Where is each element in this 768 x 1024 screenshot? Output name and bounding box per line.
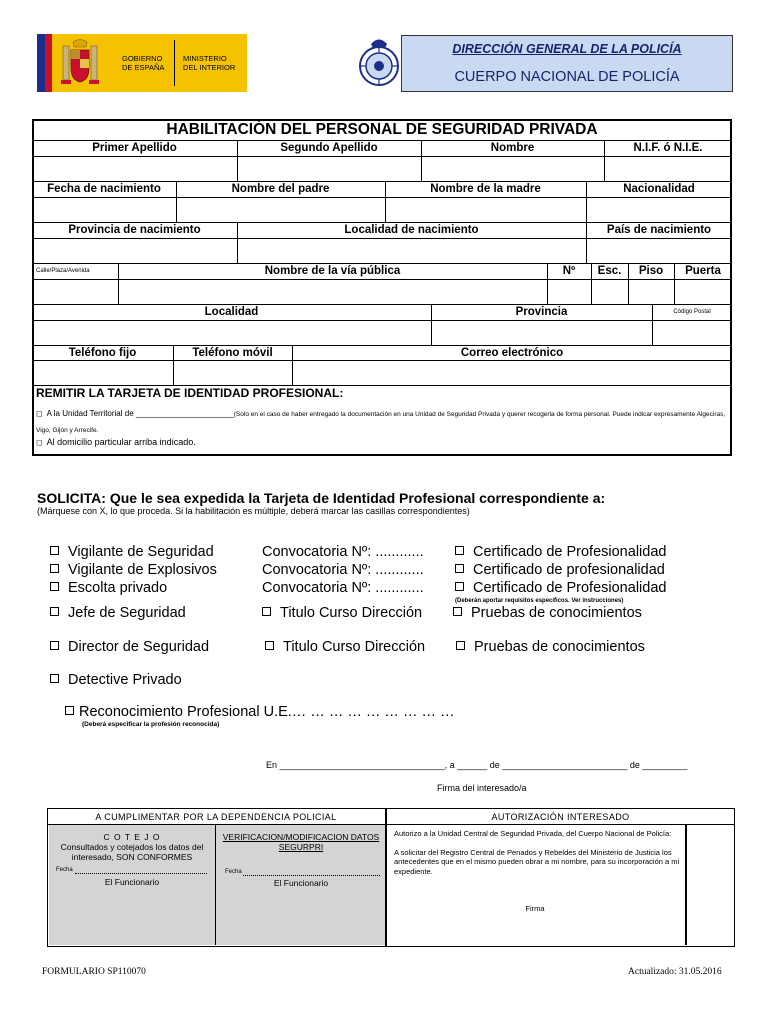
provincia-label: Provincia [515, 306, 568, 318]
provincia-nacimiento-label: Provincia de nacimiento [68, 224, 201, 236]
primer-apellido-label: Primer Apellido [92, 142, 177, 154]
localidad-label: Localidad [204, 306, 259, 318]
explosivos-checkbox[interactable] [50, 564, 59, 573]
vigilante-checkbox[interactable] [50, 546, 59, 555]
gobierno-label: GOBIERNO DE ESPAÑA [122, 54, 165, 72]
place-date-line[interactable]: En _________________________________, a ______ de _________________________ de _________ [266, 760, 688, 770]
primer-apellido-input[interactable] [33, 157, 237, 181]
via-publica-label: Nombre de la vía pública [264, 265, 401, 277]
dgp-header-box [401, 35, 733, 92]
director-checkbox[interactable] [50, 641, 59, 650]
updated-date: Actualizado: 31.05.2016 [628, 967, 722, 977]
domicilio-checkbox[interactable]: ◻ [36, 438, 43, 447]
police-badge-icon [357, 34, 401, 90]
via-publica-input[interactable] [119, 280, 547, 304]
reconocimiento-option[interactable]: Reconocimiento Profesional U.E.… … … … … … … … … [65, 704, 455, 720]
nombre-input[interactable] [422, 157, 604, 181]
jefe-checkbox[interactable] [50, 607, 59, 616]
fecha-label-1: Fecha [56, 867, 73, 873]
verificacion-title: VERIFICACION/MODIFICACION DATOS SEGURPRI [222, 832, 380, 852]
fecha-label-2: Fecha [225, 869, 242, 875]
option-domicilio[interactable]: ◻ Al domicilio particular arriba indicado. [36, 437, 196, 447]
titulo-2-checkbox[interactable] [265, 641, 274, 650]
cert-3-checkbox[interactable] [455, 582, 464, 591]
dgp-title: DIRECCIÓN GENERAL DE LA POLICÍA [452, 42, 682, 56]
localidad-nacimiento-label: Localidad de nacimiento [344, 224, 479, 236]
cert-3-option[interactable]: Certificado de Profesionalidad [455, 580, 666, 596]
pais-nacimiento-input[interactable] [587, 239, 730, 263]
cotejo-text: Consultados y cotejados los datos del interesado, SON CONFORMES [60, 842, 204, 862]
cert-2-checkbox[interactable] [455, 564, 464, 573]
director-option[interactable]: Director de Seguridad [50, 639, 209, 655]
piso-label: Piso [638, 265, 664, 277]
pruebas-2-option[interactable]: Pruebas de conocimientos [456, 639, 645, 655]
spain-government-logo [37, 34, 247, 92]
telefono-movil-label: Teléfono móvil [192, 347, 273, 359]
cert-2-option[interactable]: Certificado de profesionalidad [455, 562, 665, 578]
codigo-postal-label: Código Postal [673, 309, 711, 315]
fecha-nacimiento-label: Fecha de nacimiento [47, 183, 161, 195]
unidad-territorial-checkbox[interactable]: ◻ [36, 409, 43, 418]
reconocimiento-checkbox[interactable] [65, 706, 74, 715]
firma-interesado-label: Firma del interesado/a [437, 783, 527, 793]
numero-input[interactable] [548, 280, 591, 304]
provincia-nacimiento-input[interactable] [33, 239, 237, 263]
nombre-padre-input[interactable] [177, 198, 385, 222]
convocatoria-1: Convocatoria Nº: ............ [262, 544, 424, 560]
escalera-label: Esc. [597, 265, 622, 277]
telefono-fijo-input[interactable] [33, 361, 173, 385]
correo-label: Correo electrónico [460, 347, 564, 359]
localidad-nacimiento-input[interactable] [238, 239, 586, 263]
pruebas-1-checkbox[interactable] [453, 607, 462, 616]
cert-1-checkbox[interactable] [455, 546, 464, 555]
localidad-input[interactable] [33, 321, 431, 345]
convocatoria-2: Convocatoria Nº: ............ [262, 562, 424, 578]
titulo-1-option[interactable]: Titulo Curso Dirección [262, 605, 422, 621]
escalera-input[interactable] [592, 280, 628, 304]
pruebas-2-checkbox[interactable] [456, 641, 465, 650]
nombre-madre-label: Nombre de la madre [430, 183, 541, 195]
pais-nacimiento-label: País de nacimiento [606, 224, 712, 236]
detective-checkbox[interactable] [50, 674, 59, 683]
form-code: FORMULARIO SP110070 [42, 967, 146, 977]
nacionalidad-input[interactable] [587, 198, 730, 222]
correo-input[interactable] [293, 361, 730, 385]
nif-label: N.I.F. ó N.I.E. [633, 142, 703, 154]
fecha-field-1[interactable] [75, 873, 207, 874]
escolta-checkbox[interactable] [50, 582, 59, 591]
fecha-field-2[interactable] [243, 875, 380, 876]
nombre-label: Nombre [490, 142, 535, 154]
titulo-1-checkbox[interactable] [262, 607, 271, 616]
segundo-apellido-input[interactable] [238, 157, 421, 181]
titulo-2-option[interactable]: Titulo Curso Dirección [265, 639, 425, 655]
piso-input[interactable] [629, 280, 674, 304]
fecha-nacimiento-input[interactable] [33, 198, 176, 222]
authorization-header: AUTORIZACIÓN INTERESADO [491, 812, 630, 822]
solicita-heading: SOLICITA: Que le sea expedida la Tarjeta de Identidad Profesional correspondiente a: [37, 490, 606, 506]
nacionalidad-label: Nacionalidad [623, 183, 695, 195]
nombre-padre-label: Nombre del padre [231, 183, 330, 195]
firma-label: Firma [525, 904, 545, 913]
authorization-text: Autorizo a la Unidad Central de Seguridad Privada, del Cuerpo Nacional de Policía: A solicitar del Registro Central de Penados y Rebeldes del Ministerio de Justicia los antecedentes que en el mismo pueden obrar a mi nombre, para su incorporación a mi expediente. [394, 829, 680, 876]
numero-label: Nº [562, 265, 576, 277]
detective-option[interactable]: Detective Privado [50, 672, 182, 688]
nombre-madre-input[interactable] [386, 198, 586, 222]
codigo-postal-input[interactable] [653, 321, 730, 345]
cnp-title: CUERPO NACIONAL DE POLICÍA [454, 69, 680, 85]
reconocimiento-note: (Deberá especificar la profesión reconocida) [82, 721, 220, 728]
police-section-header: A CUMPLIMENTAR POR LA DEPENDENCIA POLICIAL [95, 812, 337, 822]
jefe-option[interactable]: Jefe de Seguridad [50, 605, 186, 621]
nif-input[interactable] [605, 157, 730, 181]
cert-1-option[interactable]: Certificado de Profesionalidad [455, 544, 666, 560]
segundo-apellido-label: Segundo Apellido [280, 142, 378, 154]
solicita-subtitle: (Márquese con X, lo que proceda. Si la habilitación es múltiple, deberá marcar las casillas correspondientes) [37, 506, 470, 516]
pruebas-1-option[interactable]: Pruebas de conocimientos [453, 605, 642, 621]
funcionario-label-2: El Funcionario [273, 878, 329, 888]
form-title: HABILITACIÓN DEL PERSONAL DE SEGURIDAD PRIVADA [166, 121, 598, 138]
puerta-label: Puerta [685, 265, 721, 277]
ministerio-label: MINISTERIO DEL INTERIOR [183, 54, 236, 72]
telefono-movil-input[interactable] [174, 361, 292, 385]
provincia-input[interactable] [432, 321, 652, 345]
calle-input[interactable] [33, 280, 118, 304]
escolta-option[interactable]: Escolta privado [50, 580, 167, 596]
calle-label: Calle/Plaza/Avenida [36, 268, 90, 274]
puerta-input[interactable] [675, 280, 730, 304]
convocatoria-3: Convocatoria Nº: ............ [262, 580, 424, 596]
explosivos-option[interactable]: Vigilante de Explosivos [50, 562, 217, 578]
vigilante-option[interactable]: Vigilante de Seguridad [50, 544, 214, 560]
telefono-fijo-label: Teléfono fijo [68, 347, 137, 359]
funcionario-label-1: El Funcionario [104, 877, 160, 887]
remitir-heading: REMITIR LA TARJETA DE IDENTIDAD PROFESIONAL: [36, 386, 344, 400]
cert-note: (Deberán aportar requisitos específicos. Ver instrucciones) [455, 598, 624, 604]
cotejo-title: C O T E J O [103, 832, 161, 842]
option-unidad-territorial[interactable]: ◻ A la Unidad Territorial de ______________________(Solo en el caso de haber entregado la documentación en una Unidad de Seguridad Privada y querer recogerla de forma personal. Puede indicar expresamente Algeciras, Vigo, Gijón y Arrecife. [36, 409, 726, 434]
